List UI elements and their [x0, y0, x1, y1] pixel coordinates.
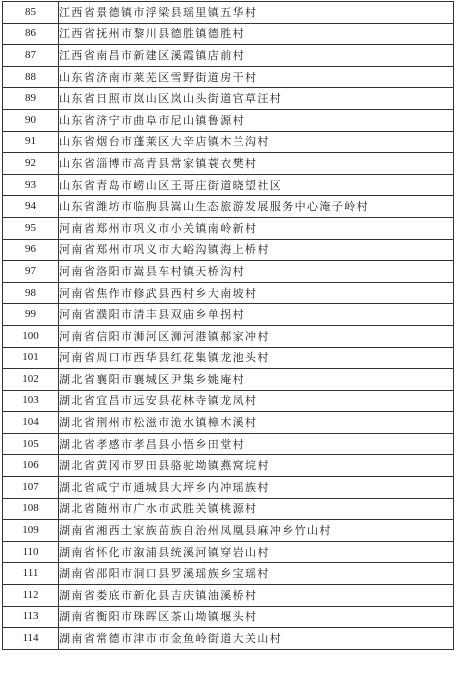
table-row: [3, 217, 454, 239]
village-name-cell: 河南省信阳市浉河区浉河港镇郝家冲村: [59, 325, 454, 347]
row-number-cell: 86: [3, 23, 59, 45]
row-number-cell: 87: [3, 45, 59, 67]
table-row: [3, 131, 454, 153]
row-number-cell: 106: [3, 455, 59, 477]
village-name-cell: 湖北省襄阳市襄城区尹集乡姚庵村: [59, 369, 454, 391]
row-number-cell: 85: [3, 2, 59, 24]
village-name-cell: 山东省烟台市蓬莱区大辛店镇木兰沟村: [59, 131, 454, 153]
village-name-cell: 山东省淄博市高青县常家镇蓑衣樊村: [59, 153, 454, 175]
table-row: [3, 347, 454, 369]
village-name-cell: 山东省青岛市崂山区王哥庄街道晓望社区: [59, 174, 454, 196]
table-row: [3, 477, 454, 499]
row-number-cell: 92: [3, 153, 59, 175]
row-number-cell: 112: [3, 585, 59, 607]
village-name-cell: 山东省潍坊市临朐县嵩山生态旅游发展服务中心淹子岭村: [59, 196, 454, 218]
village-name-cell: 江西省景德镇市浮梁县瑶里镇五华村: [59, 2, 454, 24]
village-name-cell: 湖南省邵阳市洞口县罗溪瑶族乡宝瑶村: [59, 563, 454, 585]
table-row: [3, 45, 454, 67]
row-number-cell: 96: [3, 239, 59, 261]
table-row: [3, 628, 454, 650]
row-number-cell: 94: [3, 196, 59, 218]
village-name-cell: 湖南省怀化市溆浦县统溪河镇穿岩山村: [59, 541, 454, 563]
table-row: [3, 325, 454, 347]
row-number-cell: 107: [3, 477, 59, 499]
village-name-cell: 河南省郑州市巩义市小关镇南岭新村: [59, 217, 454, 239]
table-row: [3, 520, 454, 542]
table-row: [3, 174, 454, 196]
table-row: [3, 109, 454, 131]
table-row: [3, 239, 454, 261]
village-name-cell: 山东省日照市岚山区岚山头街道官草汪村: [59, 88, 454, 110]
table-row: [3, 390, 454, 412]
row-number-cell: 113: [3, 606, 59, 628]
row-number-cell: 93: [3, 174, 59, 196]
table-row: [3, 304, 454, 326]
table-body: [3, 2, 454, 650]
table-row: [3, 2, 454, 24]
table-row: [3, 541, 454, 563]
village-name-cell: 湖南省湘西土家族苗族自治州凤凰县麻冲乡竹山村: [59, 520, 454, 542]
village-name-cell: 河南省洛阳市嵩县车村镇天桥沟村: [59, 261, 454, 283]
village-name-cell: 河南省焦作市修武县西村乡大南坡村: [59, 282, 454, 304]
row-number-cell: 105: [3, 433, 59, 455]
village-name-cell: 湖北省黄冈市罗田县骆驼坳镇燕窝垸村: [59, 455, 454, 477]
village-name-cell: 湖北省咸宁市通城县大坪乡内冲瑶族村: [59, 477, 454, 499]
table-row: [3, 412, 454, 434]
row-number-cell: 90: [3, 109, 59, 131]
row-number-cell: 102: [3, 369, 59, 391]
table-row: [3, 196, 454, 218]
village-name-cell: 湖北省荆州市松滋市洈水镇樟木溪村: [59, 412, 454, 434]
row-number-cell: 104: [3, 412, 59, 434]
village-name-cell: 湖南省娄底市新化县吉庆镇油溪桥村: [59, 585, 454, 607]
row-number-cell: 89: [3, 88, 59, 110]
row-number-cell: 91: [3, 131, 59, 153]
row-number-cell: 110: [3, 541, 59, 563]
village-name-cell: 湖北省孝感市孝昌县小悟乡田堂村: [59, 433, 454, 455]
table-row: [3, 88, 454, 110]
table-row: [3, 369, 454, 391]
row-number-cell: 103: [3, 390, 59, 412]
table-row: [3, 585, 454, 607]
village-name-cell: 山东省济宁市曲阜市尼山镇鲁源村: [59, 109, 454, 131]
village-name-cell: 江西省南昌市新建区溪霞镇店前村: [59, 45, 454, 67]
table-row: [3, 606, 454, 628]
row-number-cell: 99: [3, 304, 59, 326]
table-row: [3, 282, 454, 304]
row-number-cell: 109: [3, 520, 59, 542]
village-name-cell: 湖南省常德市津市市金鱼岭街道大关山村: [59, 628, 454, 650]
row-number-cell: 98: [3, 282, 59, 304]
village-name-cell: 河南省濮阳市清丰县双庙乡单拐村: [59, 304, 454, 326]
village-name-cell: 湖南省衡阳市珠晖区茶山坳镇堰头村: [59, 606, 454, 628]
table-row: [3, 433, 454, 455]
village-name-cell: 山东省济南市莱芜区雪野街道房干村: [59, 66, 454, 88]
row-number-cell: 97: [3, 261, 59, 283]
row-number-cell: 111: [3, 563, 59, 585]
table-row: [3, 261, 454, 283]
row-number-cell: 88: [3, 66, 59, 88]
village-name-cell: 湖北省宜昌市远安县花林寺镇龙凤村: [59, 390, 454, 412]
table-row: [3, 498, 454, 520]
table-row: [3, 66, 454, 88]
row-number-cell: 108: [3, 498, 59, 520]
table-row: [3, 153, 454, 175]
village-name-cell: 湖北省随州市广水市武胜关镇桃源村: [59, 498, 454, 520]
row-number-cell: 100: [3, 325, 59, 347]
table-row: [3, 23, 454, 45]
village-name-cell: 河南省郑州市巩义市大峪沟镇海上桥村: [59, 239, 454, 261]
row-number-cell: 101: [3, 347, 59, 369]
row-number-cell: 95: [3, 217, 59, 239]
village-name-cell: 江西省抚州市黎川县德胜镇德胜村: [59, 23, 454, 45]
village-name-cell: 河南省周口市西华县红花集镇龙池头村: [59, 347, 454, 369]
village-list-table: [2, 1, 454, 650]
table-row: [3, 563, 454, 585]
row-number-cell: 114: [3, 628, 59, 650]
table-row: [3, 455, 454, 477]
